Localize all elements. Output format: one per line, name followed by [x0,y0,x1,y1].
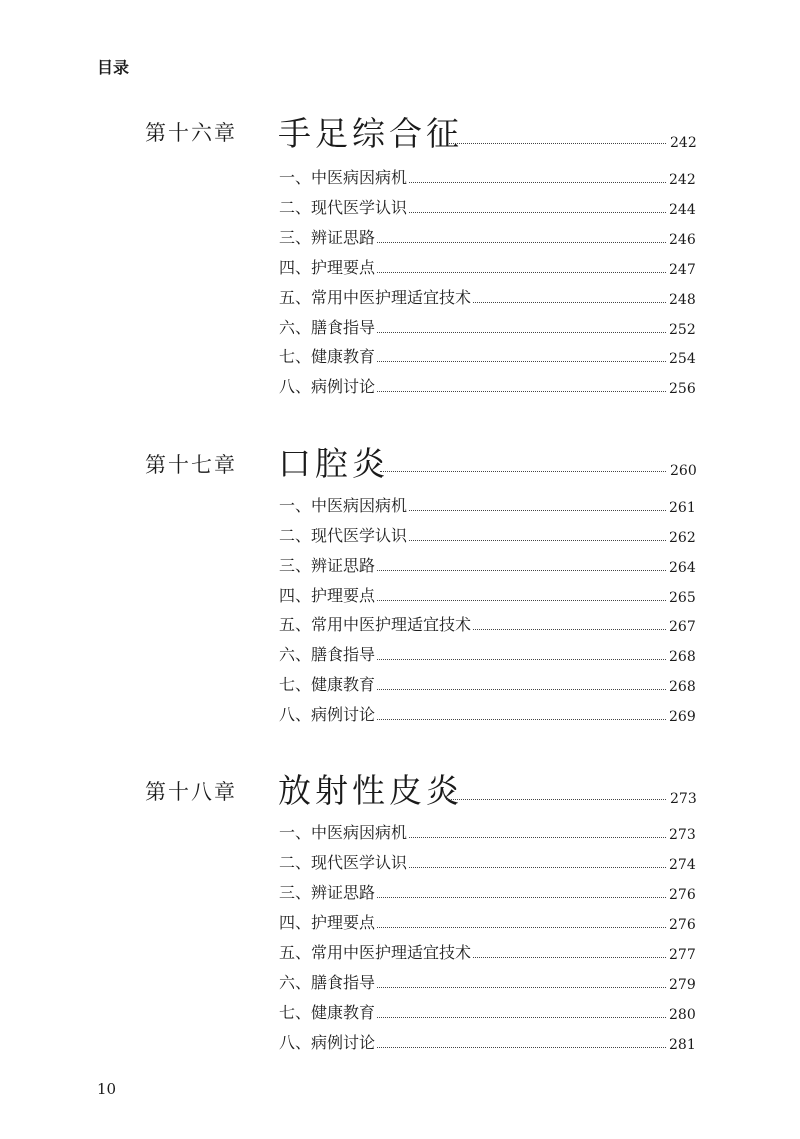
toc-entry[interactable] [279,851,696,873]
chapter-title: 手足综合征 [278,114,463,153]
toc-entry[interactable] [279,196,696,218]
entry-page-number: 261 [669,500,696,516]
entry-page-number: 256 [669,381,696,397]
entry-label: 六、膳食指导 [279,973,376,992]
entry-page-number: 242 [669,172,696,188]
running-header: 目录 [97,58,130,77]
leader-dots [446,799,666,800]
leader-dots [377,1047,666,1048]
entry-label: 四、护理要点 [279,586,376,605]
leader-dots [377,927,666,928]
entry-label: 八、病例讨论 [279,377,376,396]
entry-page-number: 277 [669,947,696,963]
entry-label: 一、中医病因病机 [279,496,408,515]
leader-dots [449,143,666,144]
chapter-page-number: 242 [670,135,697,151]
entry-label: 四、护理要点 [279,258,376,277]
entry-label: 三、辨证思路 [279,556,376,575]
entry-page-number: 269 [669,709,696,725]
entry-page-number: 262 [669,530,696,546]
toc-entry[interactable] [279,821,696,843]
entry-label: 五、常用中医护理适宜技术 [279,943,472,962]
entry-label: 七、健康教育 [279,347,376,366]
entry-page-number: 247 [669,262,696,278]
leader-dots [377,600,666,601]
entry-label: 六、膳食指导 [279,318,376,337]
entry-page-number: 274 [669,857,696,873]
toc-entry[interactable] [279,911,696,933]
entry-page-number: 264 [669,560,696,576]
entry-page-number: 276 [669,917,696,933]
leader-dots [377,361,666,362]
toc-entry[interactable] [279,1001,696,1023]
leader-dots [377,689,666,690]
toc-entry[interactable] [279,494,696,516]
toc-entry[interactable] [279,613,696,635]
leader-dots [377,987,666,988]
entry-page-number: 281 [669,1037,696,1053]
entry-label: 二、现代医学认识 [279,198,408,217]
entry-page-number: 267 [669,619,696,635]
toc-entry[interactable] [279,226,696,248]
toc-entry[interactable] [279,673,696,695]
entry-label: 七、健康教育 [279,675,376,694]
toc-entry[interactable] [279,584,696,606]
toc-entry[interactable] [279,375,696,397]
leader-dots [377,570,666,571]
entry-label: 六、膳食指导 [279,645,376,664]
entry-label: 二、现代医学认识 [279,853,408,872]
leader-dots [377,897,666,898]
entry-label: 八、病例讨论 [279,1033,376,1052]
leader-dots [377,332,666,333]
toc-entry[interactable] [279,643,696,665]
leader-dots [409,867,666,868]
chapter-page-number: 273 [670,791,697,807]
entry-page-number: 252 [669,322,696,338]
entry-label: 一、中医病因病机 [279,823,408,842]
entry-page-number: 268 [669,649,696,665]
leader-dots [409,212,666,213]
toc-entry[interactable] [279,524,696,546]
entry-page-number: 273 [669,827,696,843]
leader-dots [377,659,666,660]
entry-label: 三、辨证思路 [279,228,376,247]
entry-page-number: 246 [669,232,696,248]
entry-label: 四、护理要点 [279,913,376,932]
leader-dots [409,510,666,511]
entry-label: 三、辨证思路 [279,883,376,902]
entry-page-number: 276 [669,887,696,903]
entry-page-number: 280 [669,1007,696,1023]
leader-dots [409,837,666,838]
entry-label: 八、病例讨论 [279,705,376,724]
entry-page-number: 244 [669,202,696,218]
toc-entry[interactable] [279,256,696,278]
leader-dots [380,471,666,472]
leader-dots [377,242,666,243]
chapter-title: 放射性皮炎 [278,771,463,810]
leader-dots [377,391,666,392]
leader-dots [473,629,666,630]
toc-entry[interactable] [279,316,696,338]
chapter-label: 第十七章 [145,453,237,477]
toc-entry[interactable] [279,166,696,188]
entry-page-number: 265 [669,590,696,606]
chapter-label: 第十六章 [145,121,237,145]
leader-dots [473,302,666,303]
leader-dots [377,272,666,273]
toc-entry[interactable] [279,286,696,308]
toc-entry[interactable] [279,554,696,576]
chapter-page-number: 260 [670,463,697,479]
entry-label: 二、现代医学认识 [279,526,408,545]
leader-dots [409,182,666,183]
chapter-title: 口腔炎 [278,444,389,483]
toc-entry[interactable] [279,345,696,367]
entry-label: 一、中医病因病机 [279,168,408,187]
leader-dots [409,540,666,541]
chapter-label: 第十八章 [145,780,237,804]
entry-label: 五、常用中医护理适宜技术 [279,615,472,634]
entry-page-number: 254 [669,351,696,367]
page-number: 10 [97,1080,117,1098]
entry-label: 七、健康教育 [279,1003,376,1022]
leader-dots [377,719,666,720]
leader-dots [473,957,666,958]
entry-page-number: 248 [669,292,696,308]
entry-page-number: 268 [669,679,696,695]
toc-entry[interactable] [279,881,696,903]
toc-entry[interactable] [279,971,696,993]
toc-entry[interactable] [279,941,696,963]
entry-label: 五、常用中医护理适宜技术 [279,288,472,307]
toc-entry[interactable] [279,703,696,725]
toc-entry[interactable] [279,1031,696,1053]
leader-dots [377,1017,666,1018]
entry-page-number: 279 [669,977,696,993]
